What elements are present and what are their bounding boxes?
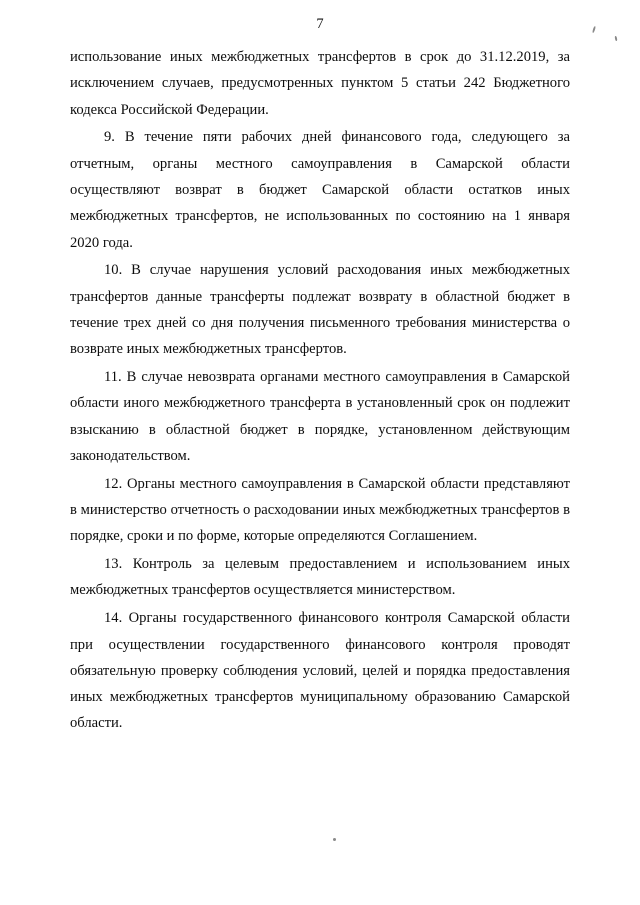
page-number: 7 (316, 16, 324, 32)
document-body (70, 44, 570, 737)
scan-artifact-speck (615, 36, 618, 41)
paragraph-12: 12. Органы местного самоуправления в Самарской области представляют в министерство отчетность о расходовании иных межбюджетных трансфертов в порядке, сроки и по форме, которые определяются Соглашением. (70, 475, 570, 545)
scan-artifact-speck (333, 838, 336, 841)
paragraph-13: 13. Контроль за целевым предоставлением и использованием иных межбюджетных трансфертов осуществляется министерством. (70, 556, 570, 599)
paragraph-10: 10. В случае нарушения условий расходования иных межбюджетных трансфертов данные трансферты подлежат возврату в областной бюджет в течение трех дней со дня получения письменного требования министерства о возврате иных межбюджетных трансфертов. (70, 262, 570, 358)
paragraph-14: 14. Органы государственного финансового контроля Самарской области при осуществлении государственного финансового контроля проводят обязательную проверку соблюдения условий, целей и порядка предоставления иных межбюджетных трансфертов муниципальному образованию Самарской области. (70, 610, 570, 732)
paragraph-11: 11. В случае невозврата органами местного самоуправления в Самарской области иного межбюджетного трансферта в установленный срок он подлежит взысканию в областной бюджет в порядке, установленном действующим законодательством. (70, 369, 570, 464)
paragraph-intro: использование иных межбюджетных трансфертов в срок до 31.12.2019, за исключением случаев, предусмотренных пунктом 5 статьи 242 Бюджетного кодекса Российской Федерации. (70, 49, 570, 118)
paragraph-9: 9. В течение пяти рабочих дней финансового года, следующего за отчетным, органы местного самоуправления в Самарской области осуществляют возврат в бюджет Самарской области остатков иных межбюджетных трансфертов, не использованных по состоянию на 1 января 2020 года. (70, 129, 570, 251)
